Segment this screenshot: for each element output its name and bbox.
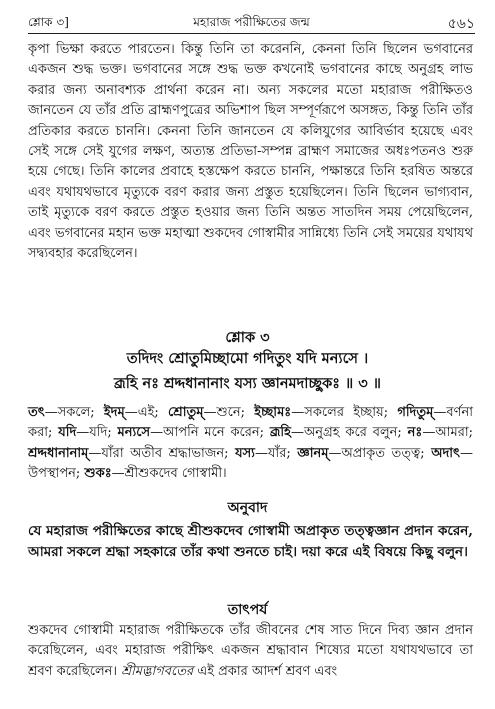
synonym-word: ইদম্ (103, 405, 125, 420)
translation-heading: অনুবাদ (227, 500, 268, 516)
synonym-word: অদাৎ (431, 445, 461, 461)
synonym-meaning: বর্ণনা করা; (28, 405, 473, 441)
purport-scripture-name: শ্রীমদ্ভাগবতের (121, 663, 194, 679)
synonym-meaning: অপ্রাকৃত তত্ত্ব; (341, 445, 432, 461)
synonym-word: তৎ (28, 405, 45, 420)
synonym-word: ব্রূহি (269, 425, 291, 441)
synonym-meaning: আমরা; (435, 425, 473, 441)
page-header (28, 10, 475, 34)
synonym-meaning: উপস্থাপন; (28, 466, 85, 482)
synonym-meaning: এই; (137, 405, 168, 420)
synonym-meaning: অনুগ্রহ করে বলুন; (303, 425, 408, 441)
synonym-meaning: যাঁর; (267, 445, 298, 461)
header-verse-ref: শ্লোক ৩] (28, 15, 69, 29)
synonym-word: যদি (58, 425, 77, 441)
purport-paragraph (28, 621, 473, 682)
synonym-word: জ্ঞানম্ (297, 445, 329, 461)
synonym-word: শ্রদ্দধানানাম্ (28, 445, 89, 461)
synonym-meaning: সকলের ইচ্ছায়; (304, 405, 398, 420)
synonyms-paragraph: তৎ—সকলে; ইদম্—এই; শ্রোতুম্—শুনে; ইচ্ছামঃ—সকলের ইচ্ছায়; গদিতুম্—বর্ণনা করা; যদি—যদি; মন্যসে—আপনি মনে করেন; ব্রূহি—অনুগ্রহ করে বলুন; নঃ—আমরা; শ্রদ্দধানানাম্—যাঁরা অতীব শ্রদ্ধাভাজন; যস্য—যাঁর; জ্ঞানম্—অপ্রাকৃত তত্ত্ব; অদাৎ—উপস্থাপন; শুকঃ—শ্রীশুকদেব গোস্বামী। (28, 405, 474, 482)
synonym-meaning: শ্রীশুকদেব গোস্বামী। (124, 466, 227, 482)
purport-continuation-paragraph: কৃপা ভিক্ষা করতে পারতেন। কিন্তু তিনি তা করেননি, কেননা তিনি ছিলেন ভগবানের একজন শুদ্ধ ভক্ত। ভগবানের সঙ্গে শুদ্ধ ভক্ত কখনোই ভগবানের কাছে অনুগ্রহ লাভ করার জন্য অনাবশ্যক প্রার্থনা করেন না। অন্য সকলের মতো মহারাজ পরীক্ষিতও জানতেন যে তাঁর প্রতি ব্রাহ্মণপুত্রের অভিশাপ ছিল সম্পূর্ণরূপে অসঙ্গত, কিন্তু তিনি তাঁর প্রতিকার করতে চাননি। কেননা তিনি জানতেন যে কলিযুগের আবির্ভাব হয়েছে এবং সেই সঙ্গে সেই যুগের লক্ষণ, অত্যন্ত প্রতিভা-সম্পন্ন ব্রাহ্মণ সমাজের অধঃপতনও শুরু হয়ে গেছে। তিনি কালের প্রবাহে হস্তক্ষেপ করতে চাননি, পক্ষান্তরে তিনি হরষিত অন্তরে এবং যথাযথভাবে মৃত্যুকে বরণ করার জন্য প্রস্তুত হয়েছিলেন। তিনি ছিলেন ভাগ্যবান, তাই মৃত্যুকে বরণ করতে প্রস্তুত হওয়ার জন্য তিনি অন্তত সাতদিন সময় পেয়েছিলেন, এবং ভগবানের মহান ভক্ত মহাত্মা শুকদেব গোস্বামীর সান্নিধ্যে তিনি সেই সময়ের যথাযথ সদ্ব্যবহার করেছিলেন। (28, 42, 473, 262)
synonym-word: ইচ্ছামঃ (254, 405, 292, 420)
purport-heading: তাৎপর্য (227, 602, 268, 618)
purport-text: শুকদেব গোস্বামী মহারাজ পরীক্ষিতকে তাঁর জীবনের শেষ সাত দিনে দিব্য জ্ঞান প্রদান করেছিলেন, এবং মহারাজ পরীক্ষিৎ একজন শ্রদ্ধাবান শিষ্যের মতো যথাযথভাবে তা শ্রবণ করেছিলেন। (28, 623, 473, 679)
synonym-word: যস্য (235, 445, 255, 461)
translation-paragraph: যে মহারাজ পরীক্ষিতের কাছে শ্রীশুকদেব গোস্বামী অপ্রাকৃত তত্ত্বজ্ঞান প্রদান করেন, আমরা সকলে শ্রদ্ধা সহকারে তাঁর কথা শুনতে চাই। দয়া করে এই বিষয়ে কিছু বলুন। (28, 523, 473, 560)
purport-text-end: এই প্রকার আদর্শ শ্রবণ এবং (193, 663, 338, 679)
synonym-word: শ্রোতুম্ (167, 405, 204, 420)
synonym-word: গদিতুম্ (397, 405, 434, 420)
header-chapter-title: মহারাজ পরীক্ষিতের জন্ম (193, 15, 310, 29)
page-number: ৫৬১ (447, 16, 475, 32)
verse-line-2: ব্রূহি নঃ শ্রদ্দধানানাং যস্য জ্ঞানমদাচ্ছুকঃ ॥ ৩ ॥ (114, 375, 381, 392)
synonym-meaning: শুনে; (216, 405, 255, 420)
verse-line-1: তদিদং শ্রোতুমিচ্ছামো গদিতুং যদি মন্যসে । (126, 350, 369, 367)
synonym-meaning: যদি; (89, 425, 118, 441)
synonym-meaning: সকলে; (57, 405, 104, 420)
sloka-heading: শ্লোক ৩ (225, 329, 270, 346)
header-rule (28, 33, 475, 34)
synonym-word: শুকঃ (84, 466, 112, 482)
synonym-word: নঃ (407, 425, 423, 441)
synonym-word: মন্যসে (117, 425, 151, 441)
synonym-meaning: যাঁরা অতীব শ্রদ্ধাভাজন; (101, 445, 236, 461)
synonym-meaning: আপনি মনে করেন; (163, 425, 270, 441)
